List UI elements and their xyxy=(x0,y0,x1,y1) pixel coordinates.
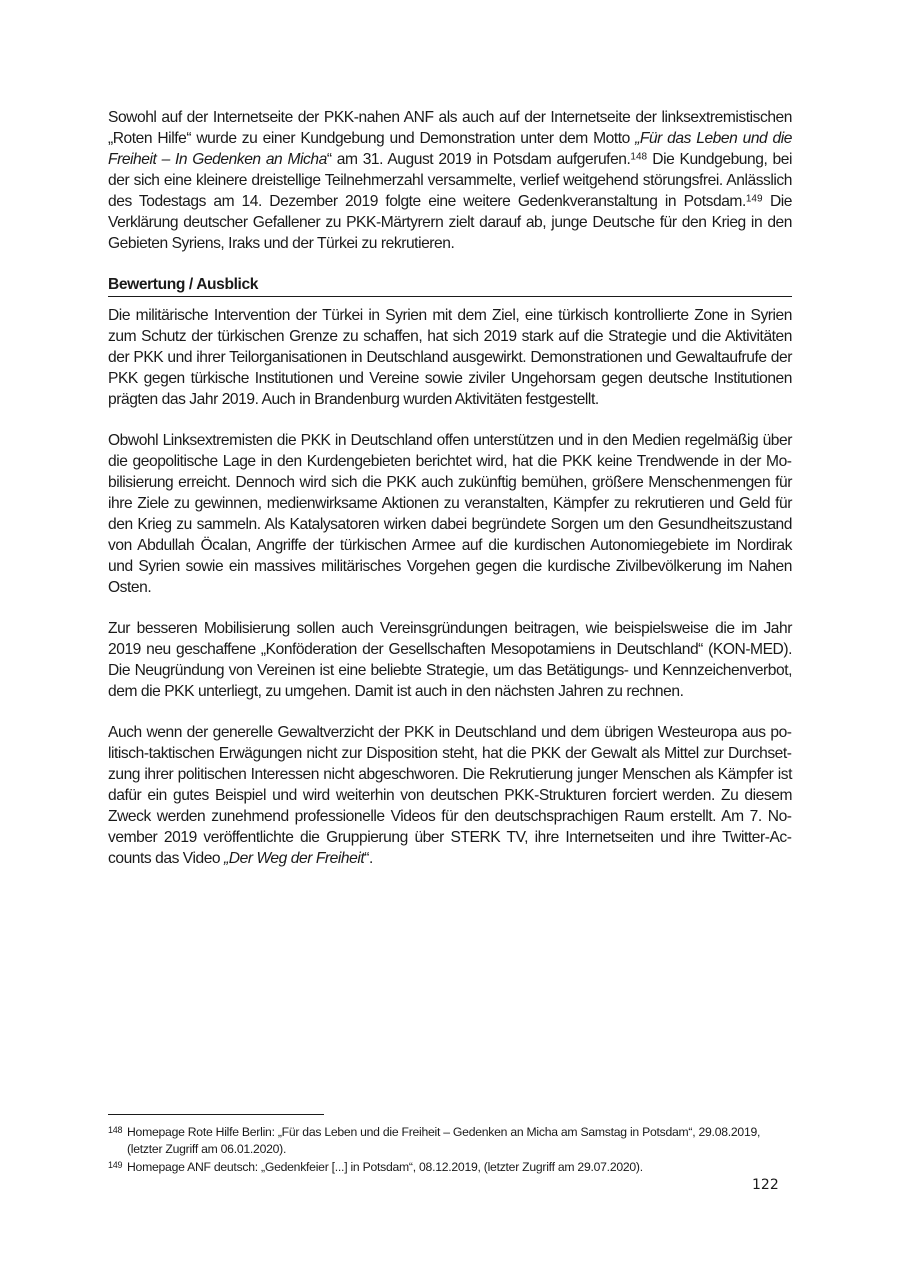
footnote-ref-149[interactable]: 149 xyxy=(745,193,763,205)
text-segment: Sowohl auf der Internetseite der PKK-nahen ANF als auch auf der Internetseite der linksextremistischen „Roten Hilfe“ wurde zu einer Kundgebung und Demonstration unter dem Motto xyxy=(108,109,792,147)
text-segment: Die Kundgebung, bei der sich eine kleinere dreistellige Teilnehmerzahl versammelte, verlief weitgehend störungsfrei. Anlässlich des Todestags am 14. Dezember 2019 folgte eine weitere Gedenkveranstaltung in Potsdam. xyxy=(108,151,792,210)
text-segment: Die Verklärung deutscher Gefallener zu PKK-Märtyrern zielt darauf ab, junge Deutsche für den Krieg in den Gebieten Syriens, Iraks und der Türkei zu rekrutieren. xyxy=(108,193,792,252)
motto-italic: „Für das Leben und die Freiheit – In Gedenken an Micha xyxy=(108,130,792,168)
text-segment: “ am 31. August 2019 in Potsdam aufgerufen. xyxy=(326,151,631,168)
text-segment: Auch wenn der generelle Gewaltverzicht der PKK in Deutschland und dem übrigen Westeuropa aus politisch-taktischen Erwägungen nicht zur Disposition steht, hat die PKK der Gewalt als Mittel zur Durchsetzung ihrer politischen Interessen nicht abgeschworen. Die Rekrutierung junger Menschen als Kämpfer ist dafür ein gutes Beispiel und wird weiterhin von deutschen PKK-Strukturen forciert werden. Zu diesem Zweck werden zunehmend professionelle Videos für den deutschsprachigen Raum erstellt. Am 7. November 2019 veröffentlichte die Gruppierung über STERK TV, ihre Internetseiten und ihre Twitter-Accounts das Video xyxy=(108,724,792,867)
section-heading-bewertung: Bewertung / Ausblick xyxy=(108,274,792,297)
footnote-ref-148[interactable]: 148 xyxy=(630,151,648,163)
footnote-text: Homepage Rote Hilfe Berlin: „Für das Leben und die Freiheit – Gedenken an Micha am Samstag in Potsdam“, 29.08.2019, (letzter Zugriff am 06.01.2020). xyxy=(127,1125,761,1156)
footnote-148 xyxy=(108,1124,792,1158)
paragraph-intervention: Die militärische Intervention der Türkei in Syrien mit dem Ziel, eine türkisch kontrollierte Zone in Syrien zum Schutz der türkischen Grenze zu schaffen, hat sich 2019 stark auf die Strategie und die Aktivitäten der PKK und ihrer Teilorganisationen in Deutschland ausgewirkt. Demonstrationen und Gewaltaufrufe der PKK gegen türkische Institutionen und Vereine sowie ziviler Ungehorsam gegen deutsche Institutionen prägten das Jahr 2019. Auch in Brandenburg wurden Aktivitäten festgestellt. xyxy=(108,307,792,408)
paragraph-vereinsgruendungen: Zur besseren Mobilisierung sollen auch Vereinsgründungen beitragen, wie beispielsweise die im Jahr 2019 neu geschaffene „Konföderation der Gesellschaften Mesopotamiens in Deutschland“ (KON-MED). Die Neugründung von Vereinen ist eine beliebte Strategie, um das Betätigungs- und Kennzeichenverbot, dem die PKK unterliegt, zu umgehen. Damit ist auch in den nächsten Jahren zu rechnen. xyxy=(108,620,792,700)
paragraph-mobilisierung: Obwohl Linksextremisten die PKK in Deutschland offen unterstützen und in den Medien regelmäßig über die geopolitische Lage in den Kurdengebieten berichtet wird, hat die PKK keine Trendwende in der Mobilisierung erreicht. Dennoch wird sich die PKK auch zukünftig bemühen, größere Menschenmengen für ihre Ziele zu gewinnen, medienwirksame Aktionen zu veranstalten, Kämpfer zu rekrutieren und Geld für den Krieg zu sammeln. Als Katalysatoren wirken dabei begründete Sorgen um den Gesundheitszustand von Abdullah Öcalan, Angriffe der türkischen Armee auf die kurdischen Autonomiegebiete im Nordirak und Syrien sowie ein massives militärisches Vorgehen gegen die kurdische Zivilbevölkerung im Nahen Osten. xyxy=(108,432,792,596)
footnote-number: 148 xyxy=(108,1125,123,1135)
footnote-number: 149 xyxy=(108,1160,123,1170)
text-segment: “. xyxy=(364,850,373,867)
footnote-divider xyxy=(108,1114,324,1115)
footnote-text: Homepage ANF deutsch: „Gedenkfeier [...] in Potsdam“, 08.12.2019, (letzter Zugriff am 29.07.2020). xyxy=(127,1160,643,1174)
footnote-149 xyxy=(108,1159,792,1176)
paragraph-gewaltverzicht xyxy=(108,722,792,869)
video-title-italic: „Der Weg der Freiheit xyxy=(224,850,365,867)
page-number: 122 xyxy=(752,1177,779,1193)
paragraph-demonstration-potsdam xyxy=(108,107,792,254)
